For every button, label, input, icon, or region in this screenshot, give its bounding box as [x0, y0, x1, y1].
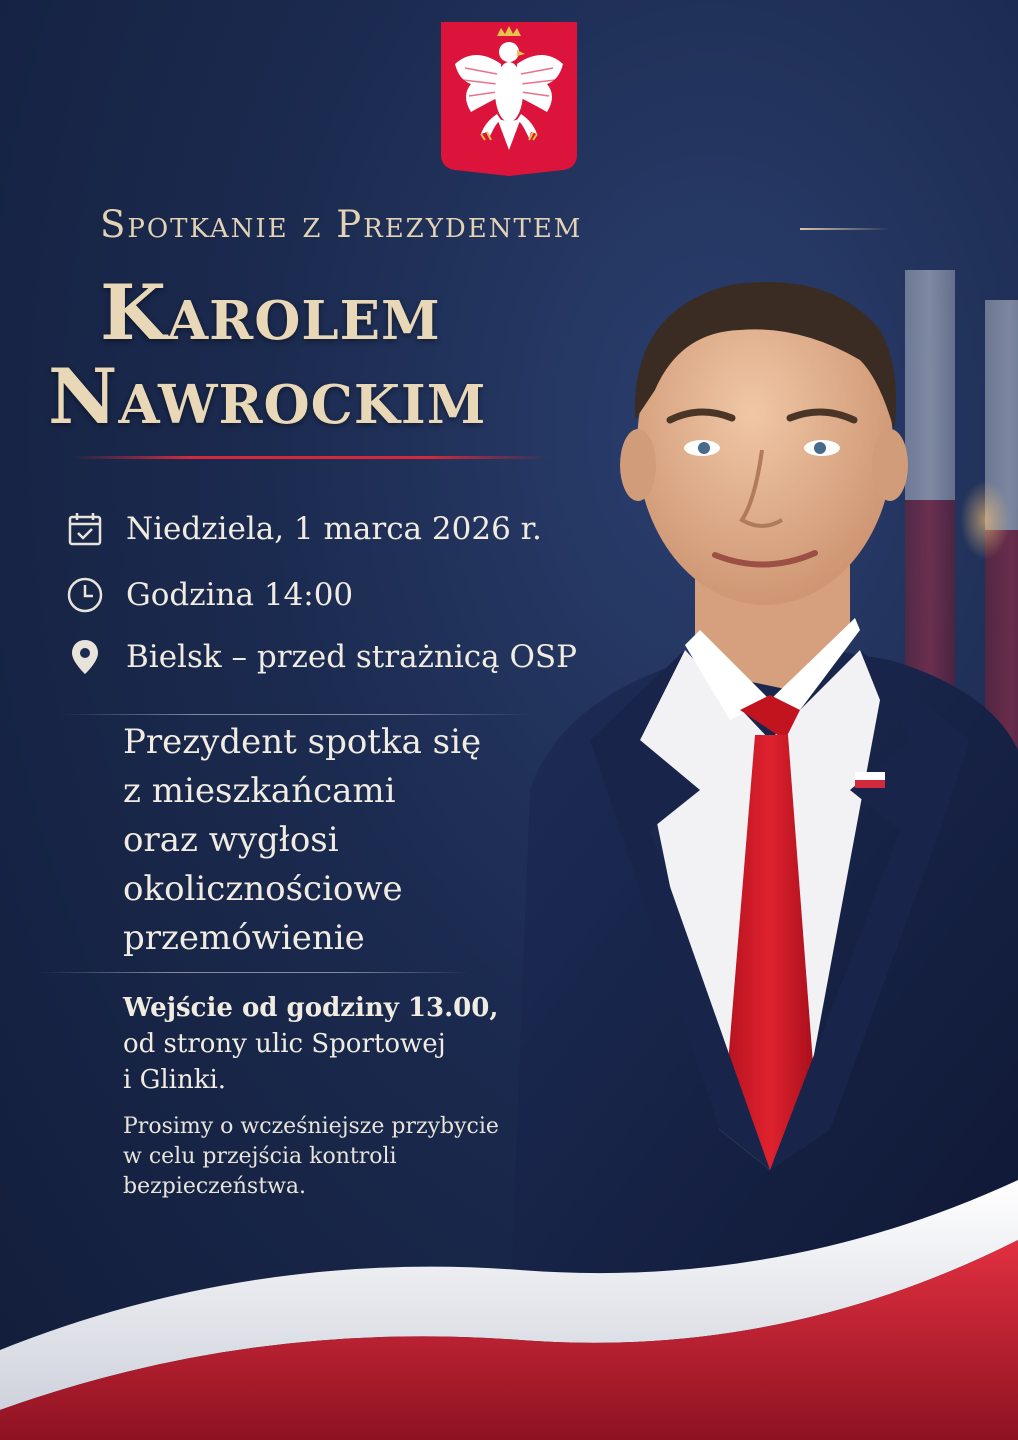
event-time-row: [66, 576, 353, 614]
subtitle-decoration-line: [800, 228, 890, 230]
divider: [60, 714, 530, 715]
white-eagle-emblem: [441, 22, 577, 176]
calendar-icon: [66, 510, 104, 548]
entry-line: od strony ulic Sportowej: [123, 1029, 446, 1059]
clock-icon: [66, 576, 104, 614]
announcement-line: okolicznościowe: [123, 869, 403, 909]
entry-line: i Glinki.: [123, 1065, 227, 1095]
divider: [40, 972, 470, 973]
announcement-line: Prezydent spotka się: [123, 722, 482, 762]
announcement-line: przemówienie: [123, 918, 365, 958]
note-line: bezpieczeństwa.: [123, 1174, 307, 1199]
event-location: Bielsk – przed strażnicą OSP: [126, 639, 577, 675]
announcement-line: z mieszkańcami: [123, 771, 396, 811]
announcement-line: oraz wygłosi: [123, 820, 339, 860]
note-line: Prosimy o wcześniejsze przybycie: [123, 1114, 499, 1139]
event-date: Niedziela, 1 marca 2026 r.: [126, 511, 542, 547]
event-subtitle: Spotkanie z Prezydentem: [100, 203, 583, 246]
map-pin-icon: [66, 638, 104, 676]
event-time: Godzina 14:00: [126, 577, 354, 613]
note-line: w celu przejścia kontroli: [123, 1144, 397, 1169]
name-second-line: Nawrockim: [48, 352, 487, 441]
flag-ribbon: [0, 1150, 1018, 1440]
entry-time: Wejście od godziny 13.00,: [123, 993, 499, 1023]
name-first-line: Karolem: [100, 268, 441, 357]
